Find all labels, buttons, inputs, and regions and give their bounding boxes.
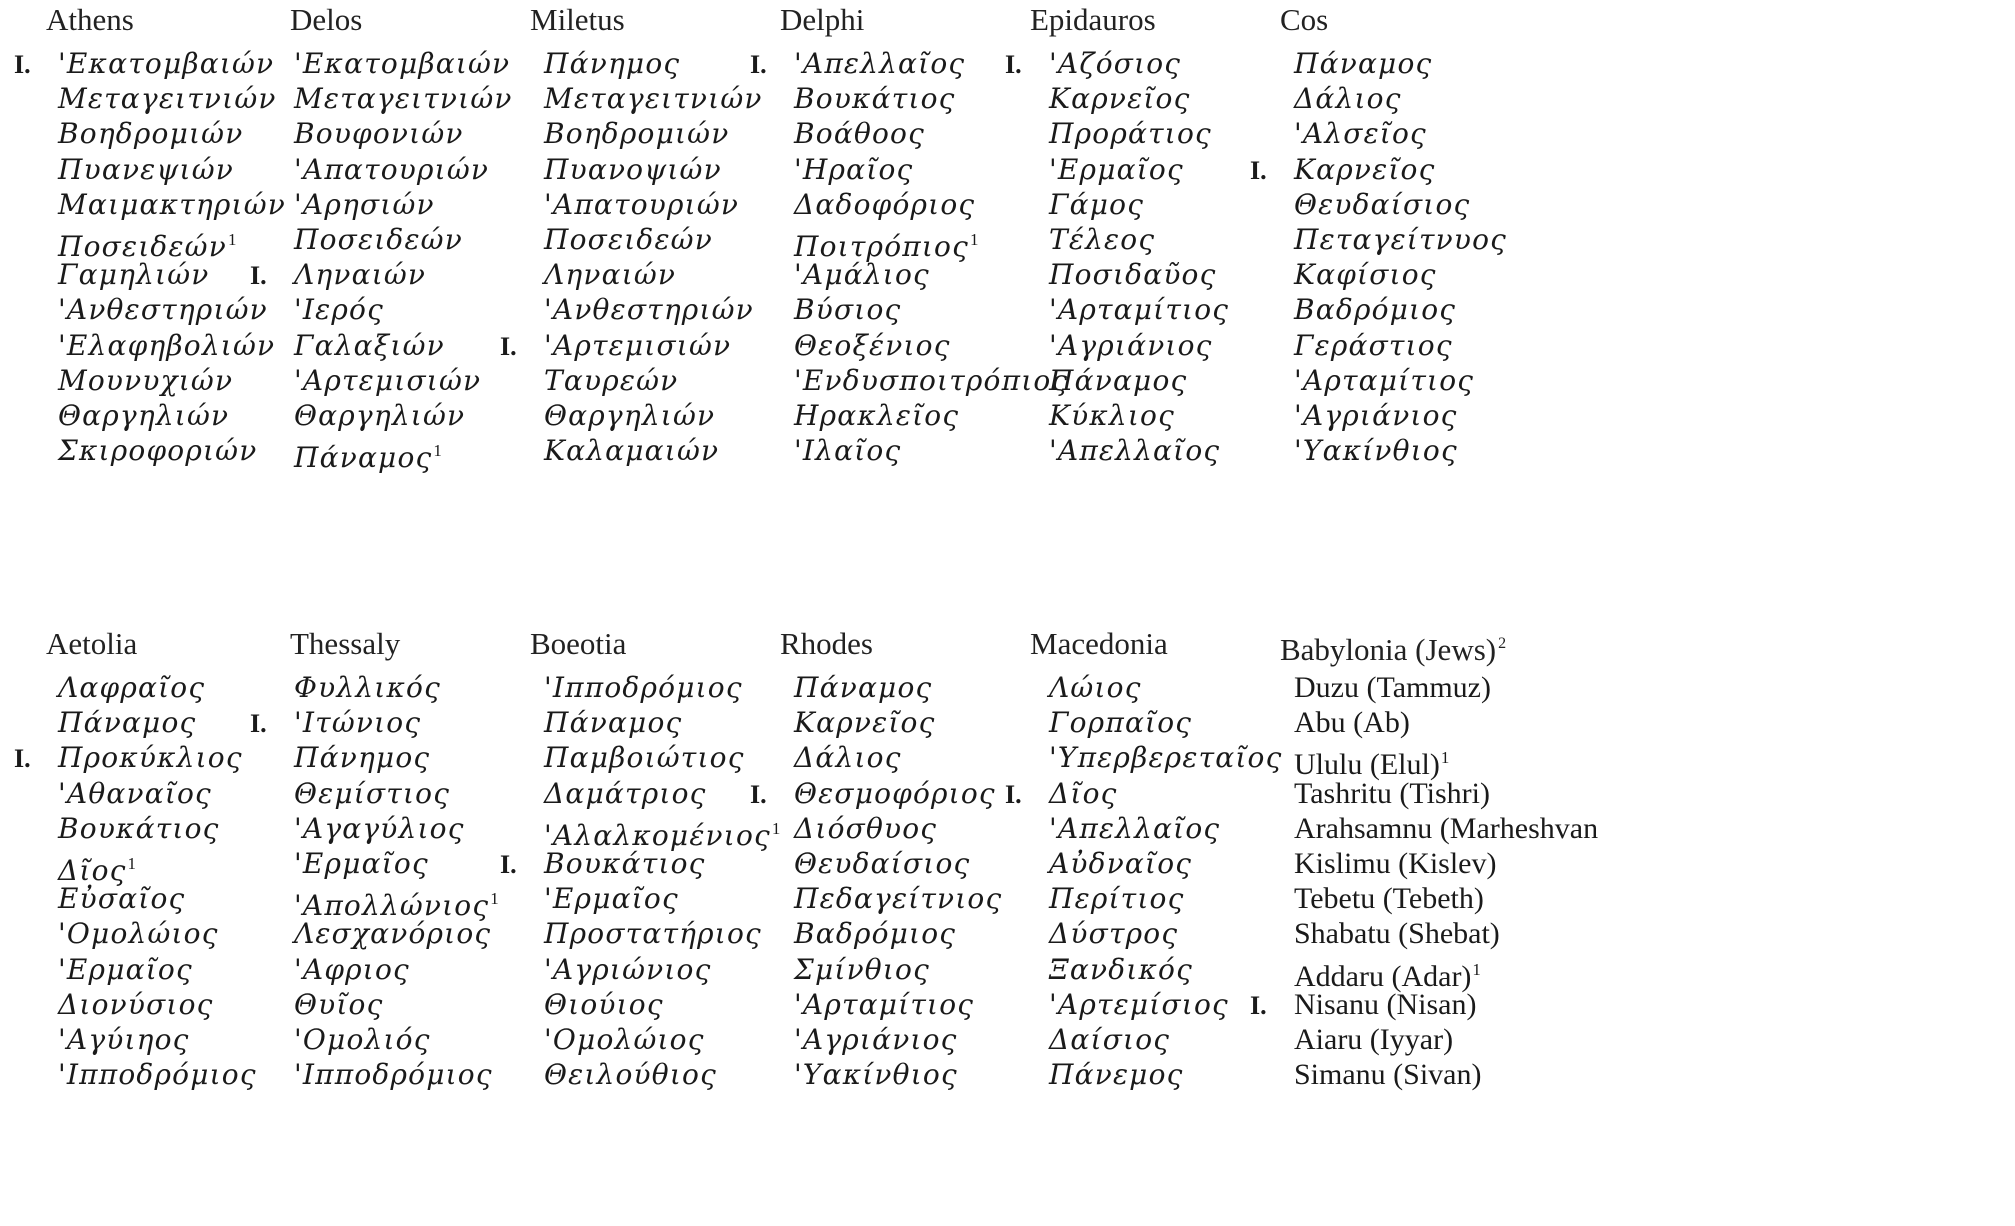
month-name: Παμβοιώτιος xyxy=(544,741,745,775)
month-name: 'Αθαναῖος xyxy=(58,776,212,810)
month-name: 'Αζόσιος xyxy=(1049,47,1182,80)
month-name: Δαδοφόριος xyxy=(794,187,976,221)
month-name: 'Αγριάνιος xyxy=(1294,399,1458,432)
city-name: Boeotia xyxy=(530,626,627,661)
footnote-marker: 1 xyxy=(1440,748,1450,768)
month-name: Κύκλιος xyxy=(1049,399,1175,432)
month-row xyxy=(500,1053,717,1097)
month-name: Duzu (Tammuz) xyxy=(1294,671,1491,704)
month-name: Καφίσιος xyxy=(1294,258,1437,292)
month-name: 'Αγριώνιος xyxy=(544,952,712,986)
month-name: Θευδαίσιος xyxy=(1294,187,1471,221)
month-name: 'Ανθεστηριών xyxy=(58,293,268,327)
month-name: 'Ερμαῖος xyxy=(294,847,429,880)
first-month-marker: I. xyxy=(14,50,31,79)
column-header xyxy=(530,624,626,664)
month-name: Γεράστιος xyxy=(1294,328,1453,362)
month-name: 'Αρτεμίσιος xyxy=(1049,987,1229,1021)
footnote-marker: 1 xyxy=(1472,959,1481,979)
month-name: Ποσειδεών xyxy=(544,223,713,256)
month-row xyxy=(250,1053,493,1097)
month-name: Λεσχανόριος xyxy=(294,917,492,951)
month-name: Δάλιος xyxy=(1294,82,1402,116)
month-name: Γορπαῖος xyxy=(1049,706,1193,740)
month-name: Πάναμος xyxy=(58,706,197,740)
month-name: Arahsamnu (Marheshvan xyxy=(1294,811,1599,845)
month-name: Nisanu (Nisan) xyxy=(1294,987,1477,1021)
month-name: Δάλιος xyxy=(794,741,902,775)
city-name: Delphi xyxy=(780,2,865,37)
month-name: Θεοξένιος xyxy=(794,328,951,362)
month-name: Σκιροφοριών xyxy=(58,434,258,468)
month-name: Πάναμος xyxy=(794,671,933,704)
month-row xyxy=(1005,429,1220,473)
first-month-marker: I. xyxy=(1005,779,1022,809)
month-name: 'Αρταμίτιος xyxy=(794,987,975,1021)
month-name: Ληναιών xyxy=(294,258,427,292)
month-name: Βοάθοος xyxy=(794,117,925,151)
month-name: 'Απελλαῖος xyxy=(1049,434,1221,468)
month-name: Μεταγειτνιών xyxy=(58,82,277,116)
month-name: Γαμηλιών xyxy=(58,258,210,292)
month-name: 'Αμάλιος xyxy=(794,258,930,292)
month-name: 'Αρησιών xyxy=(294,187,435,221)
month-row xyxy=(750,1053,958,1097)
month-name: Θαργηλιών xyxy=(58,399,230,432)
month-name: Βοηδρομιών xyxy=(544,117,730,151)
month-name: 'Ερμαῖος xyxy=(58,952,193,986)
column-header xyxy=(1280,0,1328,40)
city-name: Cos xyxy=(1280,2,1329,37)
month-name: Θεσμοφόριος xyxy=(794,776,996,810)
month-name: 'Αλσεῖος xyxy=(1294,117,1427,151)
month-name: Πυανοψιών xyxy=(544,152,722,186)
month-name: 'Ομολιός xyxy=(294,1023,431,1056)
footnote-marker: 1 xyxy=(227,230,237,249)
month-row xyxy=(14,429,257,473)
month-name: 'Αγαγύλιος xyxy=(294,811,465,845)
month-row xyxy=(750,429,901,473)
month-name: 'Αρτεμισιών xyxy=(294,363,482,397)
column-header xyxy=(780,624,873,664)
month-name: Θιούιος xyxy=(544,987,664,1021)
month-name: Εὐσαῖος xyxy=(58,882,186,916)
month-name: 'Αγριάνιος xyxy=(794,1023,958,1056)
month-name: 'Ερμαῖος xyxy=(544,882,679,916)
month-name: 'Ερμαῖος xyxy=(1049,152,1184,186)
month-name: Λαφραῖος xyxy=(58,671,206,704)
month-name: Πυανεψιών xyxy=(58,152,234,186)
column-header xyxy=(1030,624,1168,664)
month-name: Βύσιος xyxy=(794,293,902,327)
city-name: Macedonia xyxy=(1030,626,1168,661)
month-name: Simanu (Sivan) xyxy=(1294,1058,1482,1092)
month-name: Πεταγείτνυος xyxy=(1294,223,1508,256)
month-name: Πάνημος xyxy=(294,741,431,775)
month-name: Προράτιος xyxy=(1049,117,1212,151)
footnote-marker: 1 xyxy=(490,889,499,909)
month-name: Δαίσιος xyxy=(1049,1023,1171,1056)
first-month-marker: I. xyxy=(14,744,31,774)
column-babylonia-jews xyxy=(1250,624,1599,1144)
month-name: Μεταγειτνιών xyxy=(544,82,763,116)
city-name: Babylonia (Jews) xyxy=(1280,632,1497,667)
month-name: Θαργηλιών xyxy=(544,399,716,432)
month-name: 'Ενδυσποιτρόπιος xyxy=(794,363,1069,397)
month-name: 'Αρταμίτιος xyxy=(1049,293,1230,327)
month-name: 'Αρταμίτιος xyxy=(1294,363,1475,397)
city-name: Epidauros xyxy=(1030,2,1156,37)
column-header xyxy=(290,0,362,40)
month-name: 'Ηραῖος xyxy=(794,152,914,186)
city-name: Rhodes xyxy=(780,626,873,661)
month-row xyxy=(1005,1053,1184,1097)
column-header xyxy=(290,624,400,664)
month-name: 'Ιερός xyxy=(294,293,384,327)
month-name: Σμίνθιος xyxy=(794,952,930,986)
month-name: 'Ανθεστηριών xyxy=(544,293,754,327)
calendar-table-top xyxy=(0,0,2015,520)
footnote-marker: 2 xyxy=(1498,635,1507,652)
month-name: Tashritu (Tishri) xyxy=(1294,776,1490,810)
month-name: 'Υακίνθιος xyxy=(1294,434,1458,468)
month-name: Θειλούθιος xyxy=(544,1058,717,1092)
month-name: Ταυρεών xyxy=(544,363,679,397)
month-name: 'Εκατομβαιών xyxy=(294,47,511,80)
month-name: Καρνεῖος xyxy=(1049,82,1191,116)
month-name: Πάναμος xyxy=(544,706,683,740)
month-name: Καρνεῖος xyxy=(794,706,936,740)
month-name: Φυλλικός xyxy=(294,671,441,704)
month-name: Ξανδικός xyxy=(1049,952,1193,986)
month-name: Προκύκλιος xyxy=(58,741,243,775)
first-month-marker: I. xyxy=(750,50,767,79)
month-name: Διονύσιος xyxy=(58,987,214,1021)
month-row xyxy=(250,429,442,473)
month-name: 'Ελαφηβολιών xyxy=(58,328,276,362)
month-name: Πάνημος xyxy=(544,47,681,80)
month-name: 'Ιτώνιος xyxy=(294,706,422,740)
month-name: Πάνεμος xyxy=(1049,1058,1184,1092)
month-name: Θεμίστιος xyxy=(294,776,451,810)
month-name: Λώιος xyxy=(1049,671,1142,704)
month-name: Addaru (Adar) xyxy=(1294,959,1472,993)
month-name: Διόσθυος xyxy=(794,811,938,845)
month-name: Γαλαξιών xyxy=(294,328,445,362)
city-name: Delos xyxy=(290,2,363,37)
month-name: Αὐδναῖος xyxy=(1049,847,1193,880)
month-name: Δῖος xyxy=(58,854,127,887)
city-name: Thessaly xyxy=(290,626,401,661)
calendar-table-bottom xyxy=(0,624,2015,1144)
month-name: Καλαμαιών xyxy=(544,434,720,468)
month-name: 'Ομολώιος xyxy=(58,917,219,951)
month-row xyxy=(500,429,719,473)
month-name: 'Απατουριών xyxy=(294,152,490,186)
month-name: Βουφονιών xyxy=(294,117,464,151)
month-name: Ηρακλεῖος xyxy=(794,399,960,432)
month-name: Shabatu (Shebat) xyxy=(1294,917,1500,951)
month-name: Kislimu (Kislev) xyxy=(1294,847,1497,880)
month-name: Βουκάτιος xyxy=(544,847,706,880)
month-name: Δαμάτριος xyxy=(544,776,707,810)
footnote-marker: 1 xyxy=(127,854,137,873)
month-name: Πεδαγείτνιος xyxy=(794,882,1003,916)
month-name: Καρνεῖος xyxy=(1294,152,1436,186)
month-name: Ληναιών xyxy=(544,258,677,292)
month-name: 'Υπερβερεταῖος xyxy=(1049,741,1283,775)
month-name: Γάμος xyxy=(1049,187,1145,221)
first-month-marker: I. xyxy=(1005,50,1022,79)
footnote-marker: 1 xyxy=(969,230,979,249)
footnote-marker: 1 xyxy=(771,818,781,838)
month-name: Ποσιδαῦος xyxy=(1049,258,1217,292)
month-name: 'Υακίνθιος xyxy=(794,1058,958,1092)
month-name: Περίτιος xyxy=(1049,882,1185,916)
city-name: Athens xyxy=(46,2,134,37)
first-month-marker: I. xyxy=(1250,155,1267,185)
month-name: Προστατήριος xyxy=(544,917,762,951)
footnote-marker: 1 xyxy=(433,441,442,461)
column-header xyxy=(780,0,864,40)
month-name: Δῖος xyxy=(1049,776,1118,810)
month-name: Θυῖος xyxy=(294,987,384,1021)
month-name: Ποιτρόπιος xyxy=(794,230,969,263)
month-name: Ποσειδεών xyxy=(58,230,227,263)
month-name: Πάναμος xyxy=(1049,363,1188,397)
month-name: 'Απολλώνιος xyxy=(294,889,490,923)
month-name: 'Απελλαῖος xyxy=(794,47,966,80)
month-name: 'Απατουριών xyxy=(544,187,740,221)
column-header xyxy=(530,0,625,40)
first-month-marker: I. xyxy=(500,331,517,361)
month-name: 'Ιπποδρόμιος xyxy=(294,1058,493,1092)
column-header xyxy=(1030,0,1156,40)
month-name: Πάναμος xyxy=(1294,47,1433,80)
month-name: 'Αρτεμισιών xyxy=(544,328,732,362)
first-month-marker: I. xyxy=(250,261,267,291)
month-name: Βουκάτιος xyxy=(794,82,956,116)
month-name: 'Εκατομβαιών xyxy=(58,47,275,80)
month-name: 'Απελλαῖος xyxy=(1049,811,1221,845)
city-name: Aetolia xyxy=(46,626,138,661)
month-name: Μαιμακτηριών xyxy=(58,187,286,221)
month-name: 'Ιπποδρόμιος xyxy=(544,671,743,704)
month-name: Βουκάτιος xyxy=(58,811,220,845)
month-name: Βαδρόμιος xyxy=(794,917,957,951)
column-header xyxy=(46,0,134,40)
month-name: Δύστρος xyxy=(1049,917,1179,951)
month-name: Μουνυχιών xyxy=(58,363,234,397)
column-header xyxy=(46,624,137,664)
month-name: 'Αλαλκομένιος xyxy=(544,818,771,852)
first-month-marker: I. xyxy=(250,709,267,739)
month-name: Tebetu (Tebeth) xyxy=(1294,882,1484,916)
month-name: Ποσειδεών xyxy=(294,223,463,256)
month-row xyxy=(1250,429,1458,473)
month-name: Θευδαίσιος xyxy=(794,847,971,880)
first-month-marker: I. xyxy=(500,850,517,879)
month-name: Μεταγειτνιών xyxy=(294,82,513,116)
month-row xyxy=(1250,1053,1482,1097)
column-cos xyxy=(1250,0,1570,520)
month-name: Aiaru (Iyyar) xyxy=(1294,1023,1454,1056)
month-name: 'Ιπποδρόμιος xyxy=(58,1058,257,1092)
month-name: Πάναμος xyxy=(294,441,433,475)
month-row xyxy=(14,1053,257,1097)
month-name: 'Αγύιηος xyxy=(58,1023,190,1056)
first-month-marker: I. xyxy=(1250,990,1267,1020)
month-name: Abu (Ab) xyxy=(1294,706,1410,740)
month-name: Τέλεος xyxy=(1049,223,1156,256)
column-header xyxy=(1280,624,1507,667)
first-month-marker: I. xyxy=(750,779,767,809)
month-name: Θαργηλιών xyxy=(294,399,466,432)
month-name: Βοηδρομιών xyxy=(58,117,244,151)
month-name: 'Ιλαῖος xyxy=(794,434,902,468)
month-name: Βαδρόμιος xyxy=(1294,293,1457,327)
city-name: Miletus xyxy=(530,2,625,37)
month-name: 'Αφριος xyxy=(294,952,410,986)
month-name: Ululu (Elul) xyxy=(1294,748,1440,782)
month-name: 'Αγριάνιος xyxy=(1049,328,1213,362)
month-name: 'Ομολώιος xyxy=(544,1023,705,1056)
